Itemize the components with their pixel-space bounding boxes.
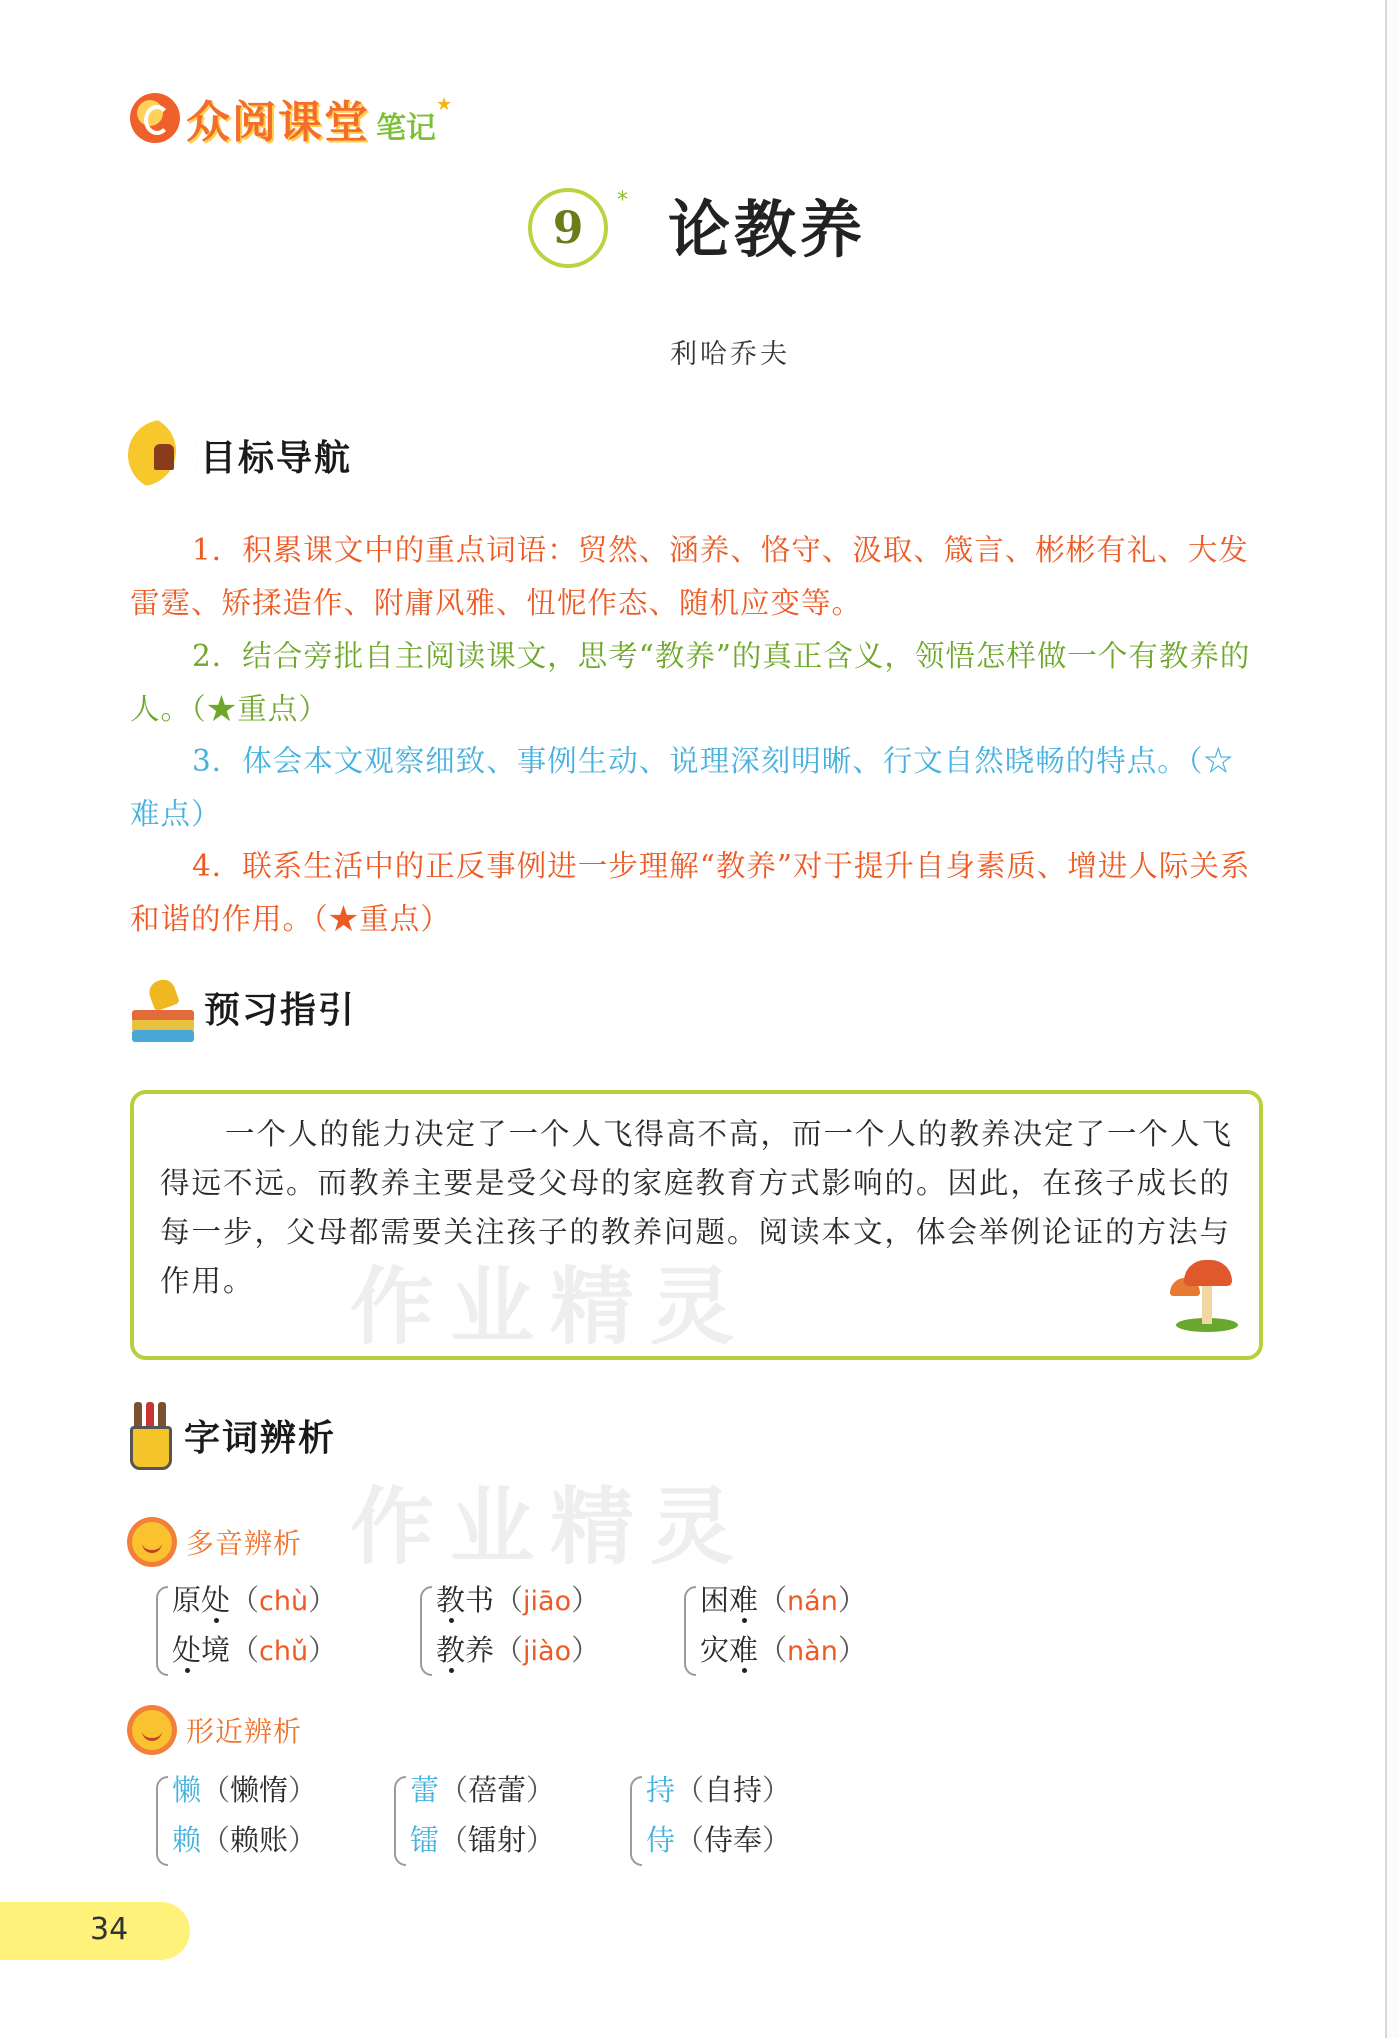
polyphonic-item: 灾难（nàn）: [700, 1633, 867, 1667]
section-goals-title: 目标导航: [200, 437, 353, 479]
polyphonic-item: 困难（nán）: [700, 1583, 867, 1617]
brand-name: 众阅课堂: [186, 97, 370, 148]
moon-reader-icon: [128, 420, 198, 490]
brand-star-icon: ★: [436, 93, 453, 115]
subsection-polyphonic: [132, 1522, 302, 1562]
lesson-marker: *: [617, 188, 628, 213]
lesson-number: 9: [528, 188, 608, 268]
polyphonic-item: 处境（chǔ）: [172, 1633, 338, 1667]
lesson-author: 利哈乔夫: [670, 339, 790, 370]
brand-mark-icon: [130, 93, 180, 143]
section-goals-header: [128, 420, 352, 490]
page-number-tab: [0, 1902, 190, 1960]
section-words-header: [128, 1400, 336, 1470]
mushroom-icon: [1170, 1260, 1244, 1340]
sun-face-icon: [132, 1710, 172, 1750]
section-preview-title: 预习指引: [204, 989, 357, 1031]
sun-face-icon: [132, 1522, 172, 1562]
similar-item: 镭（镭射）: [410, 1823, 556, 1857]
polyphonic-item: 教养（jiào）: [436, 1633, 601, 1667]
subsection-similar: [132, 1710, 302, 1750]
goal-item-2: 2．结合旁批自主阅读课文，思考“教养”的真正含义，领悟怎样做一个有教养的人。（★重点）: [130, 639, 1251, 726]
section-words-title: 字词辨析: [184, 1417, 337, 1459]
similar-item: 持（自持）: [646, 1773, 792, 1807]
brand-suffix: 笔记: [376, 111, 436, 146]
similar-item: 赖（赖账）: [172, 1823, 318, 1857]
polyphonic-item: 教书（jiāo）: [436, 1583, 601, 1617]
goal-item-1: 1．积累课文中的重点词语：贸然、涵养、恪守、汲取、箴言、彬彬有礼、大发雷霆、矫揉造作、附庸风雅、忸怩作态、随机应变等。: [130, 533, 1249, 620]
preview-text: 一个人的能力决定了一个人飞得高不高，而一个人的教养决定了一个人飞得远不远。而教养主要是受父母的家庭教育方式影响的。因此，在孩子成长的每一步，父母都需要关注孩子的教养问题。阅读本文，体会举例论证的方法与作用。: [160, 1117, 1234, 1298]
bell-books-icon: [128, 972, 194, 1042]
subsection-similar-title: 形近辨析: [186, 1715, 303, 1748]
watermark: 作业精灵: [350, 1478, 751, 1576]
pencil-cup-icon: [128, 1400, 174, 1470]
similar-item: 侍（侍奉）: [646, 1823, 792, 1857]
goal-item-3: 3．体会本文观察细致、事例生动、说理深刻明晰、行文自然晓畅的特点。（☆难点）: [130, 744, 1235, 831]
similar-item: 懒（懒惰）: [172, 1773, 318, 1807]
subsection-polyphonic-title: 多音辨析: [186, 1527, 303, 1560]
lesson-title: 论教养: [668, 193, 867, 266]
page-number: 34: [90, 1912, 129, 1947]
section-preview-header: [128, 972, 356, 1042]
goal-item-4: 4．联系生活中的正反事例进一步理解“教养”对于提升自身素质、增进人际关系和谐的作用。（★重点）: [130, 849, 1251, 936]
polyphonic-item: 原处（chù）: [172, 1583, 338, 1617]
similar-item: 蕾（蓓蕾）: [410, 1773, 556, 1807]
brand-logo: [130, 88, 452, 148]
watermark: 作业精灵: [350, 1258, 751, 1356]
